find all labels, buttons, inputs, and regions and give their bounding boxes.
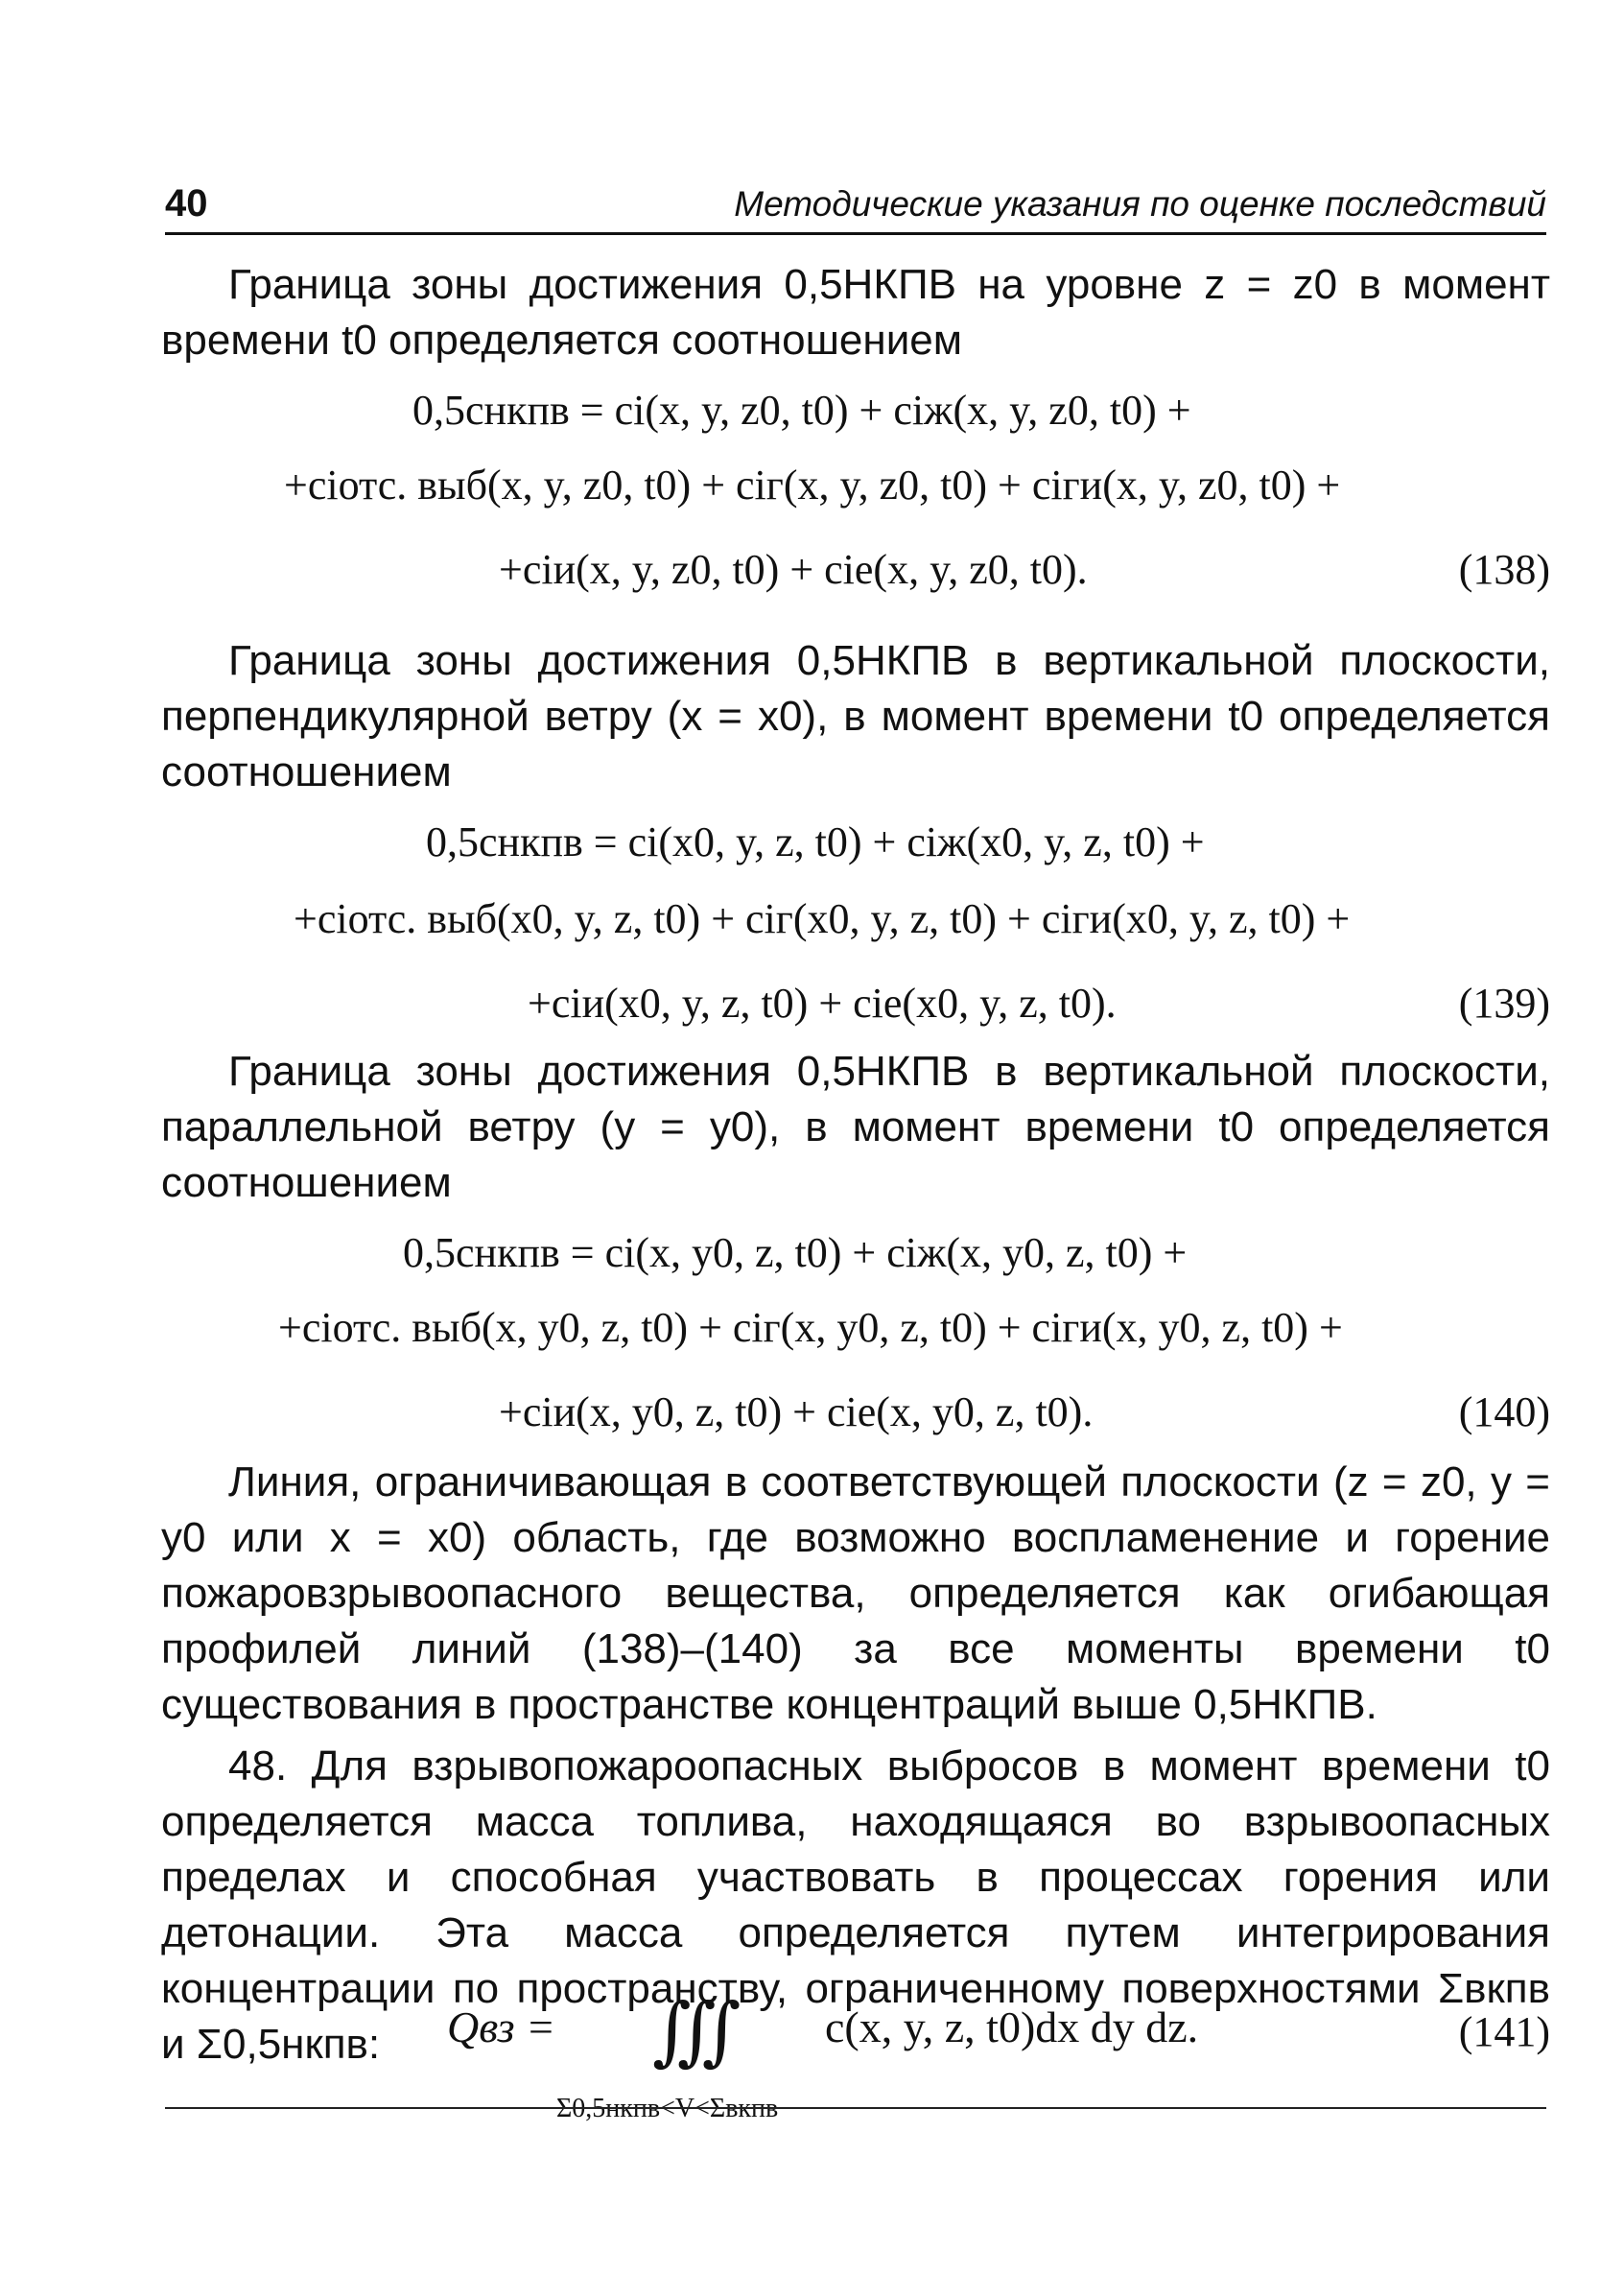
paragraph-4: Линия, ограничивающая в соответствующей плоскости (z = z0, y = y0 или x = x0) область, где возможно воспламенение и горение пожаровзрывоопасного вещества, определяется как огибающая профилей линий (138)–(140) за все моменты времени t0 существования в пространстве концентраций выше 0,5НКПВ. (161, 1458, 1550, 1728)
eq140-line-2: +ciотс. выб(x, y0, z, t0) + ciг(x, y0, z, t0) + ciги(x, y0, z, t0) + (278, 1304, 1343, 1351)
paragraph-1: Граница зоны достижения 0,5НКПВ на уровне z = z0 в момент времени t0 определяется соотношением (161, 261, 1550, 364)
eq138-line-1: 0,5cнкпв = ci(x, y, z0, t0) + ciж(x, y, z0, t0) + (412, 387, 1191, 434)
eq138-line-3: +ciи(x, y, z0, t0) + cie(x, y, z0, t0). (499, 546, 1088, 593)
page-header (165, 182, 1546, 235)
eq140-line-1: 0,5cнкпв = ci(x, y0, z, t0) + ciж(x, y0, z, t0) + (403, 1229, 1188, 1276)
eq141-limits: Σ0,5нкпв<V<Σвкпв (556, 2094, 779, 2123)
eq140-number: (140) (1458, 1388, 1550, 1435)
eq140-line-3: +ciи(x, y0, z, t0) + cie(x, y0, z, t0). (499, 1388, 1094, 1435)
eq139-line-2: +ciотс. выб(x0, y, z, t0) + ciг(x0, y, z, t0) + ciги(x0, y, z, t0) + (294, 895, 1351, 942)
eq139-line-3: +ciи(x0, y, z, t0) + cie(x0, y, z, t0). (528, 980, 1117, 1027)
triple-integral-sign: ∭ (652, 1988, 741, 2074)
eq138-line-2: +ciотс. выб(x, y, z0, t0) + ciг(x, y, z0, t0) + ciги(x, y, z0, t0) + (284, 462, 1341, 509)
paragraph-5: 48. Для взрывопожароопасных выбросов в момент времени t0 определяется масса топлива, находящаяся во взрывоопасных пределах и способная участвовать в процессах горения или детонации. Эта масса определяется путем интегрирования концентрации по пространству, ограниченному поверхностями Σвкпв и Σ0,5нкпв: (161, 1742, 1550, 2068)
running-title: Методические указания по оценке последствий (734, 184, 1546, 224)
eq141-number: (141) (1458, 2008, 1550, 2055)
eq141 (412, 1988, 1372, 2136)
eq139-number: (139) (1458, 980, 1550, 1027)
eq138-number: (138) (1458, 546, 1550, 593)
eq141-integrand: c(x, y, z, t0)dx dy dz. (825, 2002, 1199, 2051)
bottom-rule (165, 2107, 1546, 2109)
page-number: 40 (165, 182, 208, 225)
paragraph-2: Граница зоны достижения 0,5НКПВ в вертикальной плоскости, перпендикулярной ветру (x = x0), в момент времени t0 определяется соотношением (161, 637, 1550, 795)
eq139-line-1: 0,5cнкпв = ci(x0, y, z, t0) + ciж(x0, y, z, t0) + (426, 818, 1205, 865)
eq141-lhs: Qвз = (447, 2002, 556, 2051)
paragraph-3: Граница зоны достижения 0,5НКПВ в вертикальной плоскости, параллельной ветру (y = y0), в момент времени t0 определяется соотношением (161, 1048, 1550, 1206)
